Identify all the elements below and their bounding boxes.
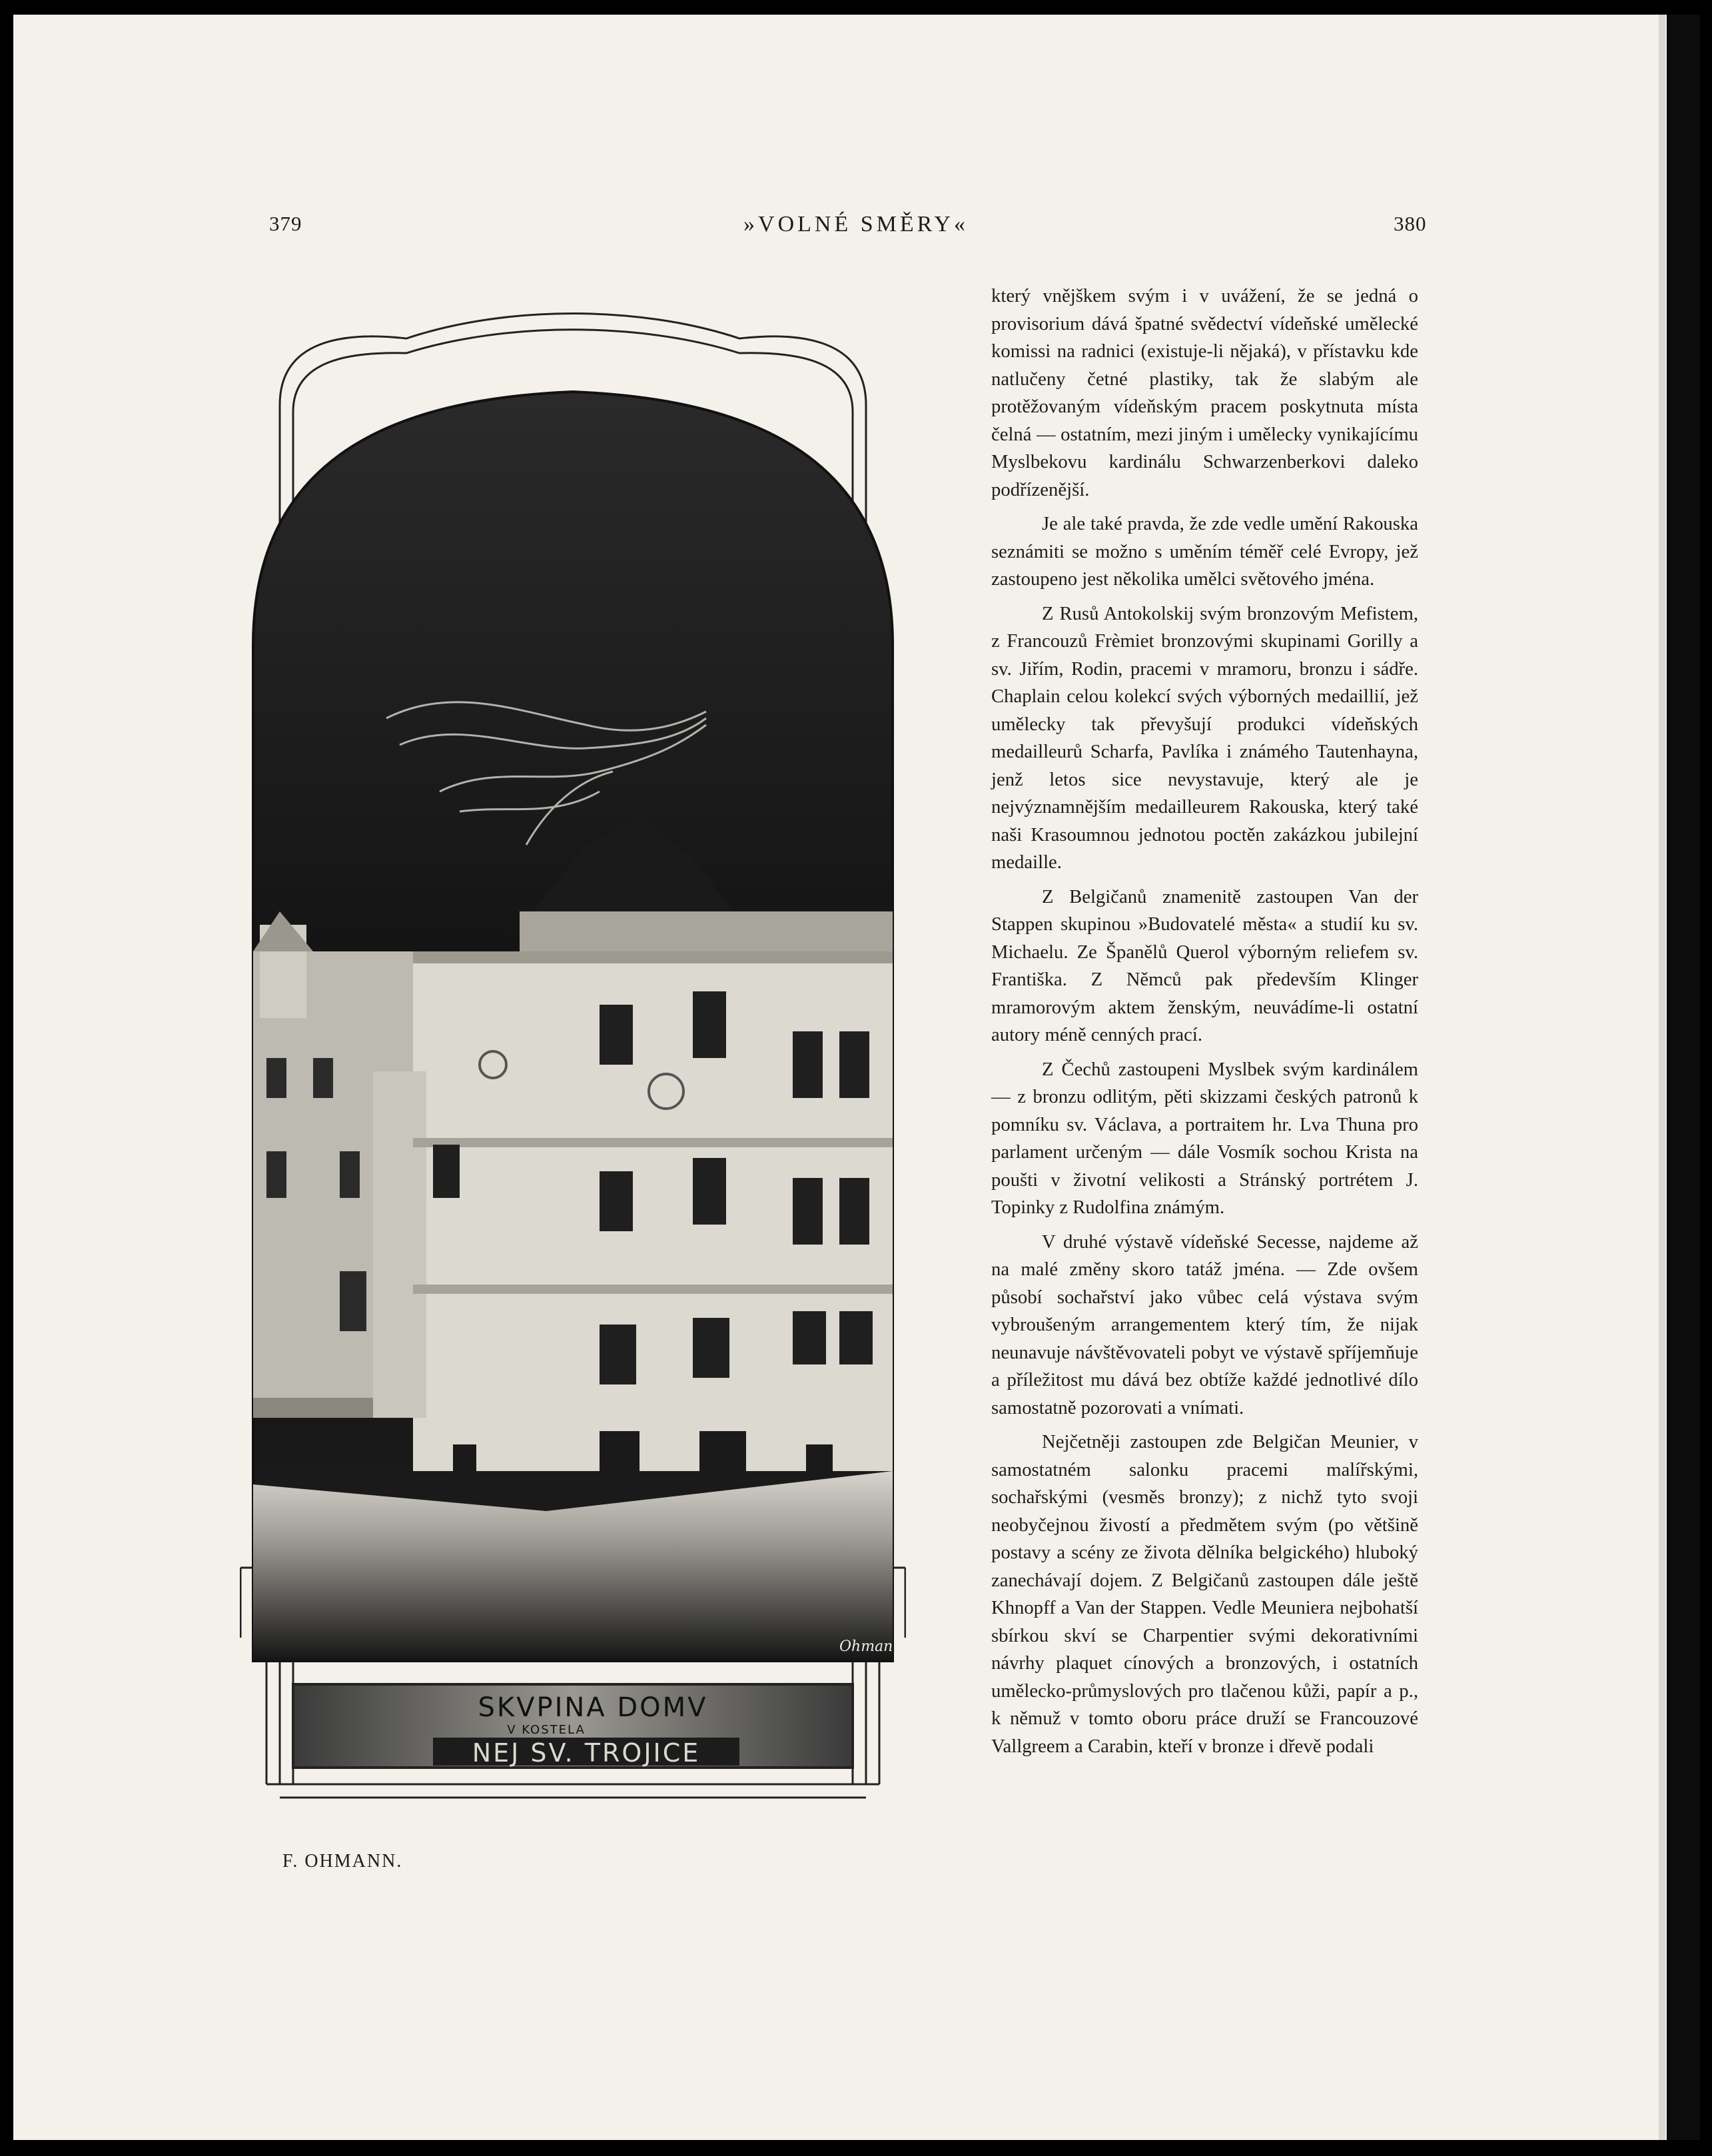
- paragraph-5: Z Čechů zastoupeni Myslbek svým kardinálem — z bronzu odlitým, pěti skizzami českých patronů k pomníku sv. Václava, a portraitem hr. Lva Thuna pro parlament určeným — dále Vosmík sochou Krista na poušti v životní velikosti a Stránský portrétem J. Topinky z Rudolfina známým.: [991, 1058, 1418, 1218]
- illustration-artwork: [240, 312, 906, 1811]
- book-spine: [1667, 15, 1700, 2140]
- page-number-left: 379: [269, 212, 302, 235]
- page-edge: [1659, 15, 1665, 2140]
- caption-line-3: NEJ SV. TROJICE: [472, 1738, 701, 1768]
- caption-plaque: [293, 1684, 853, 1768]
- paragraph-7: Nejčetněji zastoupen zde Belgičan Meunier, v samostatném salonku pracemi malířskými, sochařskými (vesměs bronzy); z nichž tyto svoji neobyčejnou živostí a předmětem svým (po většině postavy a scény ze života dělníka belgického) hluboký zanechávají dojem. Z Belgičanů zastoupen dále ještě Khnopff a Van der Stappen. Vedle Meuniera nejbohatší sbírkou skví se Charpentier svými dekorativními návrhy plaquet cínových a bronzových, i ostatních umělecko-průmyslových pro tlačenou kůži, papír a p., k němuž v tomto oboru práce druží se Francouzové Vallgreem a Carabin, kteří v bronze i dřevě podali: [991, 1431, 1418, 1757]
- caption-line-1: SKVPINA DOMV: [478, 1692, 708, 1723]
- paragraph-2: Je ale také pravda, že zde vedle umění Rakouska seznámiti se možno s uměním téměř celé Evropy, jež zastoupeno jest několika umělci světového jména.: [991, 513, 1418, 590]
- paragraph-1: který vnějškem svým i v uvážení, že se jedná o provisorium dává špatné svědectví vídeňské umělecké komissi na radnici (existuje-li nějaká), v přístavku kde natlučeny četné plastiky, tak že slabým ale protěžovaným vídeňským pracem poskytnuta místa čelná — ostatním, mezi jiným i umělecky vynikajícímu Myslbekovu kardinálu Schwarzenberkovi daleko podřízenější.: [991, 285, 1418, 500]
- artist-signature: Ohmann: [839, 1638, 903, 1655]
- paragraph-3: Z Rusů Antokolskij svým bronzovým Mefistem, z Francouzů Frèmiet bronzovými skupinami Gorilly a sv. Jiřím, Rodin, pracemi v mramoru, bronzu i sádře. Chaplain celou kolekcí svých výborných medaillií, jež umělecky tak převyšují produkci vídeňských medailleurů Scharfa, Pavlíka i známého Tautenhayna, jenž letos sice nevystavuje, který ale je nejvýznamnějším medailleurem Rakouska, který také naši Krasoumnou jednotou poctěn zakázkou jubilejní medaille.: [991, 602, 1418, 873]
- article-column: [991, 282, 1418, 1767]
- illustration-credit: F. OHMANN.: [282, 1851, 403, 1872]
- page-number-right: 380: [1394, 212, 1427, 235]
- caption-line-2: V KOSTELA: [507, 1723, 586, 1737]
- illustration: [240, 312, 906, 1811]
- paragraph-6: V druhé výstavě vídeňské Secesse, najdeme až na malé změny skoro tatáž jména. — Zde ovšem působí sochařství jako vůbec celá výstava svým vybroušeným arrangementem který tím, že nijak neunavuje návštěvovateli pobyt ve výstavě spříjemňuje a příležitost mu dává bez obtíže každé jednotlivé dílo samostatně pozorovati a vnímati.: [991, 1231, 1418, 1418]
- paragraph-4: Z Belgičanů znamenitě zastoupen Van der Stappen skupinou »Budovatelé města« a studií ku sv. Michaelu. Ze Španělů Querol výborným reliefem sv. Františka. Z Němců pak především Klinger mramorovým aktem ženským, neuvádíme-li ostatní autory méně cenných prací.: [991, 885, 1418, 1045]
- running-title: »VOLNÉ SMĚRY«: [743, 212, 969, 237]
